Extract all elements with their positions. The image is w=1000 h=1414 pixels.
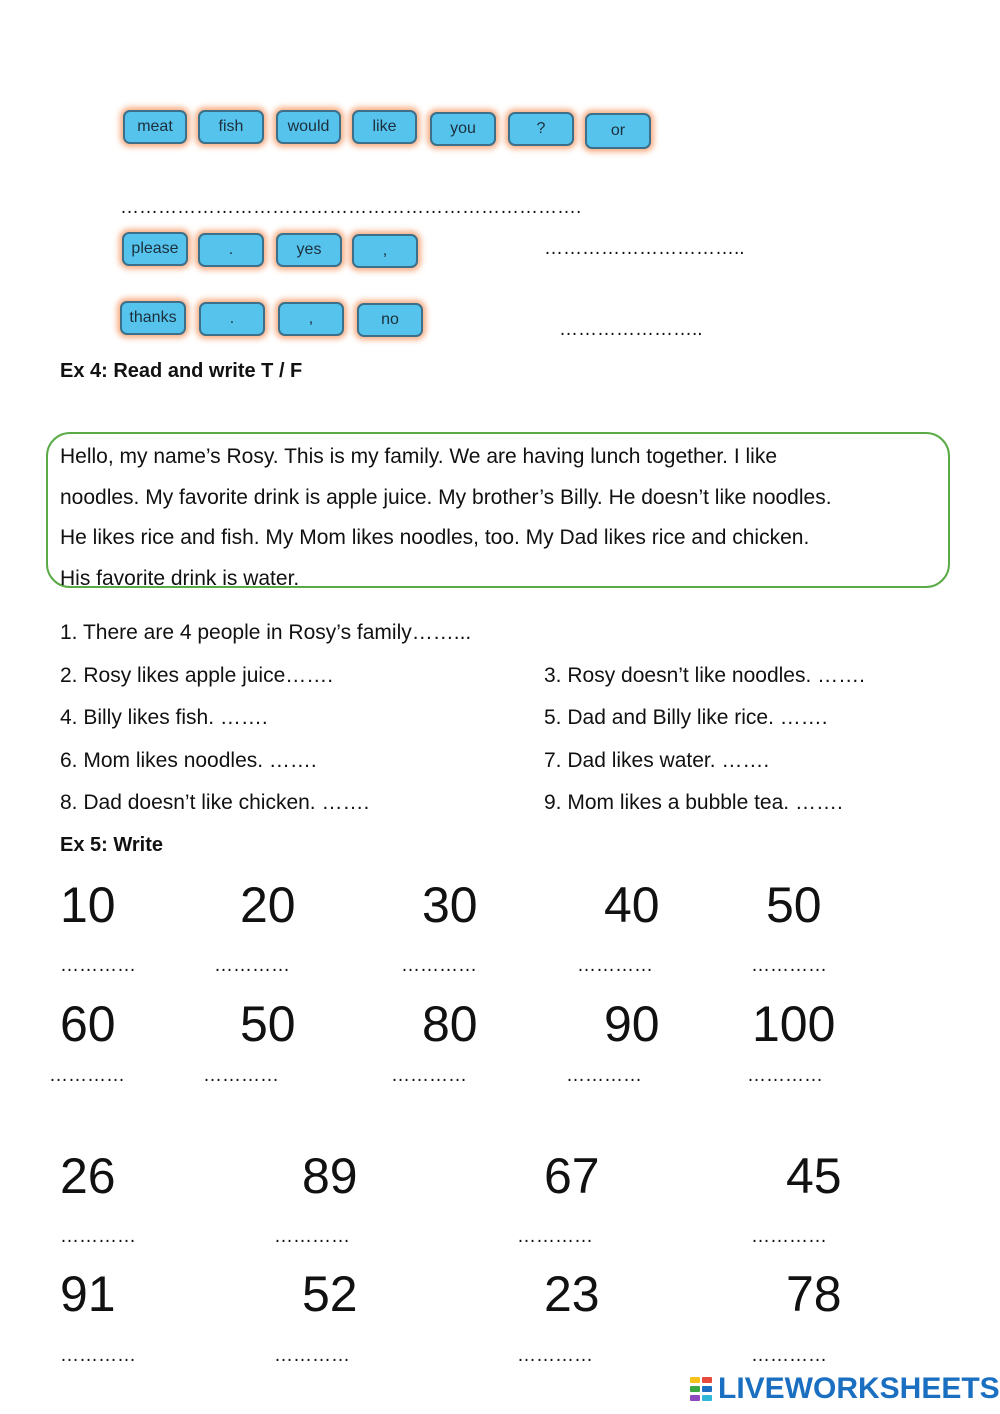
write-blank[interactable]: ………… [566, 1065, 642, 1086]
question-2[interactable]: 2. Rosy likes apple juice……. [60, 664, 334, 687]
number: 45 [786, 1148, 842, 1204]
word-tile-would[interactable]: would [276, 110, 341, 144]
write-blank[interactable]: ………… [517, 1345, 593, 1366]
write-blank[interactable]: ………… [60, 955, 136, 976]
answer-line-3[interactable]: ………………….. [559, 319, 703, 340]
write-blank[interactable]: ………… [60, 1226, 136, 1247]
write-blank[interactable]: ………… [391, 1065, 467, 1086]
ex4-heading: Ex 4: Read and write T / F [60, 360, 303, 382]
passage-line-1: Hello, my name’s Rosy. This is my family. We are having lunch together. I like [60, 445, 778, 468]
word-tile-no[interactable]: no [357, 303, 423, 337]
number: 52 [302, 1266, 358, 1322]
number: 91 [60, 1266, 116, 1322]
write-blank[interactable]: ………… [274, 1345, 350, 1366]
word-tile-comma-2[interactable]: , [278, 302, 344, 336]
number: 60 [60, 996, 116, 1052]
passage-line-4: His favorite drink is water. [60, 567, 300, 590]
write-blank[interactable]: ………… [49, 1065, 125, 1086]
number: 10 [60, 877, 116, 933]
word-tile-you[interactable]: you [430, 112, 496, 146]
word-tile-meat[interactable]: meat [123, 110, 187, 144]
number: 90 [604, 996, 660, 1052]
write-blank[interactable]: ………… [401, 955, 477, 976]
word-tile-thanks[interactable]: thanks [120, 301, 186, 335]
word-tile-period-2[interactable]: . [199, 302, 265, 336]
liveworksheets-logo-icon [690, 1375, 714, 1403]
number: 30 [422, 877, 478, 933]
number: 50 [240, 996, 296, 1052]
word-tile-period[interactable]: . [198, 233, 264, 267]
number: 40 [604, 877, 660, 933]
question-3[interactable]: 3. Rosy doesn’t like noodles. ……. [544, 664, 865, 687]
question-7[interactable]: 7. Dad likes water. ……. [544, 749, 770, 772]
number: 26 [60, 1148, 116, 1204]
question-4[interactable]: 4. Billy likes fish. ……. [60, 706, 268, 729]
number: 23 [544, 1266, 600, 1322]
write-blank[interactable]: ………… [577, 955, 653, 976]
question-1[interactable]: 1. There are 4 people in Rosy’s family……... [60, 621, 472, 644]
liveworksheets-logo-text: LIVEWORKSHEETS [718, 1372, 1000, 1405]
number: 20 [240, 877, 296, 933]
liveworksheets-logo [690, 1372, 1000, 1406]
number: 100 [752, 996, 836, 1052]
answer-line-1[interactable]: ………………………………………………………………. [120, 197, 582, 218]
write-blank[interactable]: ………… [214, 955, 290, 976]
number: 89 [302, 1148, 358, 1204]
number: 67 [544, 1148, 600, 1204]
number: 78 [786, 1266, 842, 1322]
write-blank[interactable]: ………… [203, 1065, 279, 1086]
number: 50 [766, 877, 822, 933]
word-tile-yes[interactable]: yes [276, 233, 342, 267]
write-blank[interactable]: ………… [751, 955, 827, 976]
question-8[interactable]: 8. Dad doesn’t like chicken. ……. [60, 791, 370, 814]
answer-line-2[interactable]: ………………………….. [544, 238, 745, 259]
ex5-heading: Ex 5: Write [60, 834, 163, 856]
word-tile-fish[interactable]: fish [198, 110, 264, 144]
word-tile-like[interactable]: like [352, 110, 417, 144]
question-5[interactable]: 5. Dad and Billy like rice. ……. [544, 706, 828, 729]
write-blank[interactable]: ………… [274, 1226, 350, 1247]
write-blank[interactable]: ………… [751, 1345, 827, 1366]
word-tile-comma[interactable]: , [352, 234, 418, 268]
passage-line-2: noodles. My favorite drink is apple juice. My brother’s Billy. He doesn’t like noodles. [60, 486, 832, 509]
word-tile-please[interactable]: please [122, 232, 188, 266]
write-blank[interactable]: ………… [517, 1226, 593, 1247]
word-tile-question-mark[interactable]: ? [508, 112, 574, 146]
write-blank[interactable]: ………… [60, 1345, 136, 1366]
word-tile-or[interactable]: or [585, 113, 651, 149]
question-6[interactable]: 6. Mom likes noodles. ……. [60, 749, 317, 772]
write-blank[interactable]: ………… [751, 1226, 827, 1247]
passage-line-3: He likes rice and fish. My Mom likes noodles, too. My Dad likes rice and chicken. [60, 526, 810, 549]
number: 80 [422, 996, 478, 1052]
write-blank[interactable]: ………… [747, 1065, 823, 1086]
question-9[interactable]: 9. Mom likes a bubble tea. ……. [544, 791, 843, 814]
